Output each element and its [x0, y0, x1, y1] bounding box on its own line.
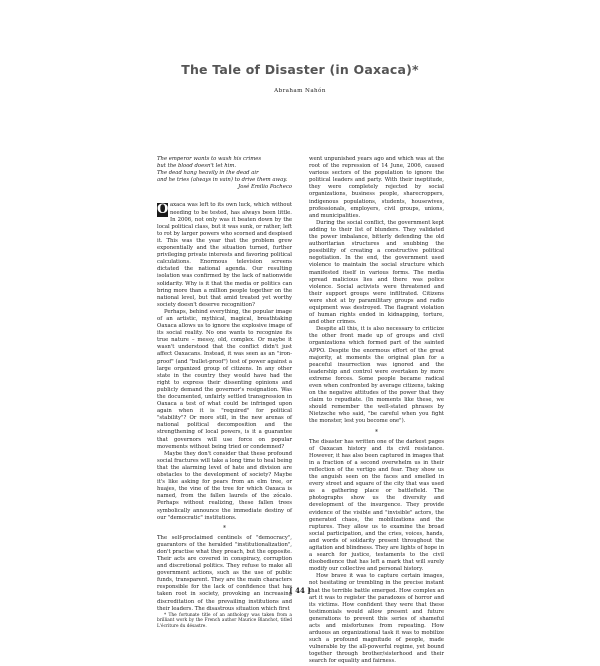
- epigraph: [157, 156, 292, 191]
- section-separator: *: [375, 428, 378, 436]
- body-paragraph: Despite all this, it is also necessary to criticize the other front made up of groups and civil organizations which formed part of the sainted APPO. Despite the enormous effort of the great majority, at moments the original plan for a peaceful insurrection was ignored and the leadership and control were overtaken by more extreme forces. Some people became radical even when confronted by average citizens, taking on the negative attitudes of the power that they claim to repudiate. (In moments like these, we should remember the well-stated phrases by Nietzsche who said, "be careful when you fight the monster, lest you become one").: [309, 326, 444, 425]
- article-title: The Tale of Disaster (in Oaxaca)*: [181, 62, 419, 77]
- body-paragraph: Perhaps, behind everything, the popular image of an artistic, mythical, magical, breathtaking Oaxaca allows us to ignore the explosive image of its social reality. No one wants to recognize its true nature – messy, old, complex. Or maybe it wasn't understood that the conflict didn't just affect Oaxacans. Instead, it was seen as an "iron-proof" (and "bullet-proof") test of power against a large organized group of citizens. In any other state in the country they would have had the right to express their dissenting opinions and publicly demand the governor's resignation. Was the documented, unfairly settled transgression in Oaxaca a test of what could be infringed upon again when it is "required" for political "stability"? Or more still, in the new arenas of national political decomposition and the strengthening of local powers, is it a guarantee that governors will use force on popular movements without being tried or condemned?: [157, 308, 292, 450]
- body-paragraph: The self-proclaimed centinels of "democracy", guarantors of the heralded "institutionalization", don't practise what they preach, but the opposite. Their acts are covered in conspiracy, corruption and discretional politics. They refuse to make all government actions, such as the use of public funds, transparent. They are the main characters responsible for the lack of confidence that has taken root in society, provoking an increasing discreditation of the prevailing institutions and their leaders. The disastrous situation which first: [157, 534, 292, 612]
- drop-cap: O: [157, 202, 169, 218]
- body-paragraph: Maybe they don't consider that these profound social fractures will take a long time to heal being that the alarming level of hate and division are obstacles to the development of society? Maybe it's like asking for pears from an elm tree, or huajes, the vine of the tree for which Oaxaca is named, from the fallen laurels of the zócalo. Perhaps without realizing, these fallen trees symbolically announce the immediate destiny of our "democratic" institutions.: [157, 450, 292, 521]
- body-paragraph: [157, 202, 292, 308]
- footnote: * The fortunate title of an anthology was taken from a brilliant work by the French author Maurice Blanchot, titled L'écriture du désastre.: [157, 612, 292, 629]
- epigraph-line: The dead hang heavily in the dead air: [157, 170, 259, 177]
- body-paragraph: The disaster has written one of the darkest pages of Oaxacan history and its civil resistance. However, it has also been captured in images that in a fraction of a second overwhelm us in their reflection of the vertigo and fear. They show us the anguish seen on the faces and smelled in every street and square of the city that was used as a gathering place or battlefield. The photographs show us the diversity and development of the insurgence. They provide evidence of the visible and "invisible" actors, the generated chaos, the mobilizations and the ruptures. They allow us to examine the broad social participation, and the cries, voices, hands, and words of solidarity present throughout the agitation and blindness. They are lights of hope in a search for justice, testaments to the civil disobedience that has left a mark that will surely modify our collective and personal history.: [309, 438, 444, 573]
- body-paragraph: During the social conflict, the government kept adding to their list of blunders. They validated the power imbalance, bitterly defending the old authoritarian structures and snubbing the possibility of creating a constructive political negotiation. In the end, the government used violence to maintain the social structure which manifested itself in various forms. The media spread malicious lies and there was police violence. Social activists were threatened and their support groups were infiltrated. Citizens were shot at by paramilitary groups and radio equipment was destroyed. The flagrant violation of human rights ended in kidnapping, torture, and other crimes.: [309, 219, 444, 326]
- paragraph-text: axaca was left to its own luck, which without needing to be tested, has always been little. In 2006, not only was it beaten down by the local political class, but it was sunk, or rather, left to rot by larger powers who scorned and despised it. This was the year that the problem grew exponentially and the situation turned, further privileging private interests and favoring political calculations. Enormous television screens dictated the national agenda. Our resulting isolation was confirmed by the lack of nationwide solidarity. Why is it that the media or politics can bring more than a million people together on the national level, but that amid treated yet worthy society doesn't deserve recognition?: [157, 202, 292, 308]
- author-name: Abraham Nahón: [274, 88, 326, 94]
- page-number: [ 44 ]: [289, 586, 311, 595]
- left-column: [157, 156, 292, 629]
- epigraph-line: and he tries (always in vain) to drive them away.: [157, 177, 288, 184]
- body-paragraph: went unpunished years ago and which was at the root of the repression of 14 June, 2006, caused various sectors of the population to ignore the political leaders and party. With their ineptitude, they were completely rejected by social organizations, business people, sharecroppers, indigenous populations, students, housewives, professionals, employers, civil groups, unions, and municipalities.: [309, 156, 444, 219]
- section-separator: *: [223, 524, 226, 532]
- epigraph-line: but the blood doesn't let him.: [157, 163, 237, 170]
- epigraph-attribution: José Emilio Pacheco: [238, 184, 292, 191]
- epigraph-line: The emperor wants to wash his crimes: [157, 156, 262, 162]
- body-paragraph: How brave it was to capture certain images, not hesitating or trembling in the precise instant that the terrible battle emerged. How complex an art it was to register the paradoxes of horror and its victims. How confident they were that these testimonials would allow present and future generations to prevent this series of shameful acts and misfortunes from repeating. How arduous an organizational task it was to mobilize such a profound magnitude of people, made vulnerable by the all-powerful regime, yet bound together through brother/sisterhood and their search for equality and fairness.: [309, 573, 444, 665]
